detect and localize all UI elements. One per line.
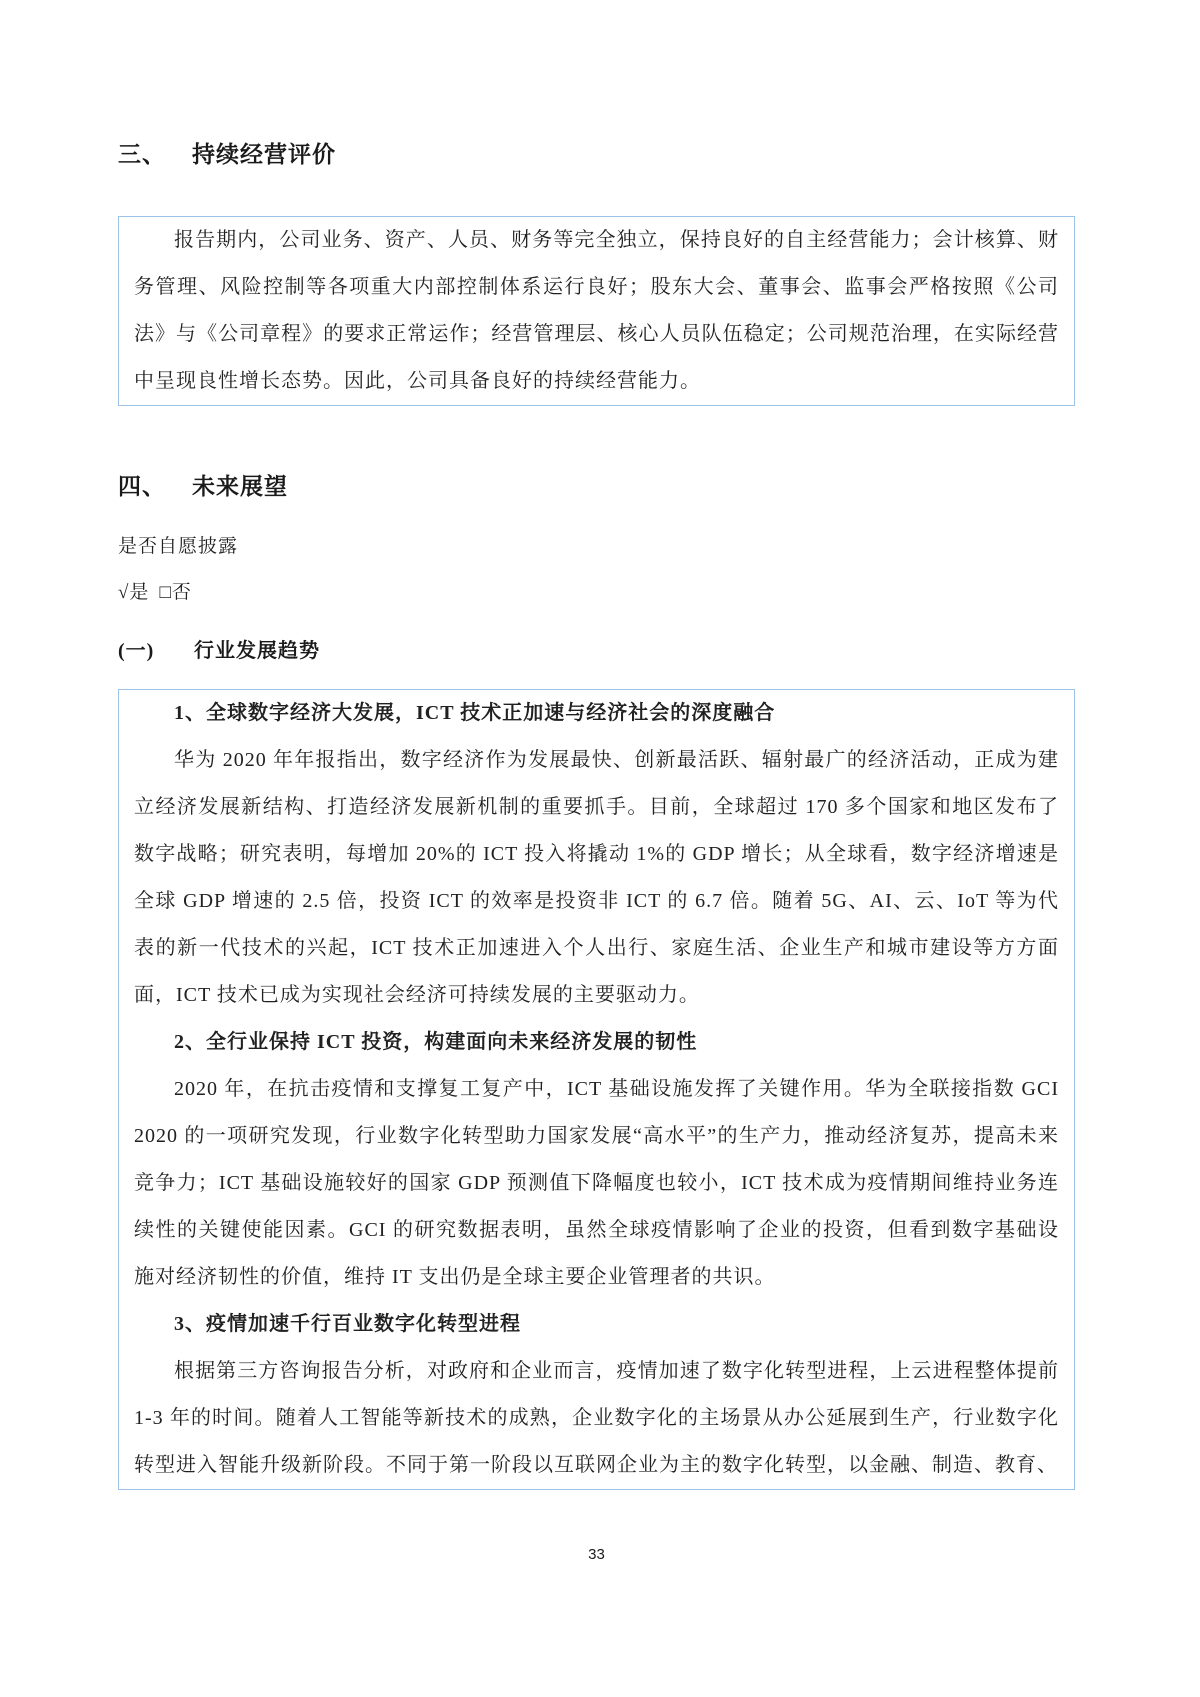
trend-topic-1-paragraph: 华为 2020 年年报指出，数字经济作为发展最快、创新最活跃、辐射最广的经济活动，正成为建立经济发展新结构、打造经济发展新机制的重要抓手。目前，全球超过 170 多个国家和地区发布了数字战略；研究表明，每增加 20%的 ICT 投入将撬动 1%的 GDP 增长；从全球看，数字经济增速是全球 GDP 增速的 2.5 倍，投资 ICT 的效率是投资非 ICT 的 6.7 倍。随着 5G、AI、云、IoT 等为代表的新一代技术的兴起，ICT 技术正加速进入个人出行、家庭生活、企业生产和城市建设等方方面面，ICT 技术已成为实现社会经济可持续发展的主要驱动力。 — [134, 749, 1059, 1006]
subsection-title: 行业发展趋势 — [194, 640, 320, 662]
section-heading-outlook — [118, 472, 1075, 502]
checkbox-no-unchecked: □否 — [159, 582, 192, 603]
section-number: 四、 — [118, 474, 166, 499]
checkbox-yes-checked: √是 — [118, 582, 150, 603]
going-concern-box — [118, 216, 1075, 406]
going-concern-paragraph: 报告期内，公司业务、资产、人员、财务等完全独立，保持良好的自主经营能力；会计核算、财务管理、风险控制等各项重大内部控制体系运行良好；股东大会、董事会、监事会严格按照《公司法》与《公司章程》的要求正常运作；经营管理层、核心人员队伍稳定；公司规范治理，在实际经营中呈现良性增长态势。因此，公司具备良好的持续经营能力。 — [134, 229, 1059, 392]
section-number: 三、 — [118, 142, 166, 167]
trend-topic-2-heading: 2、全行业保持 ICT 投资，构建面向未来经济发展的韧性 — [174, 1031, 698, 1053]
trend-topic-1-heading: 1、全球数字经济大发展，ICT 技术正加速与经济社会的深度融合 — [174, 702, 776, 724]
section-title: 持续经营评价 — [192, 142, 336, 167]
industry-trends-box — [118, 689, 1075, 1490]
subsection-heading-industry-trends — [118, 638, 1075, 664]
disclosure-answer — [118, 580, 1075, 606]
trend-topic-3-paragraph: 根据第三方咨询报告分析，对政府和企业而言，疫情加速了数字化转型进程，上云进程整体提前 1-3 年的时间。随着人工智能等新技术的成熟，企业数字化的主场景从办公延展到生产，行业数字化转型进入智能升级新阶段。不同于第一阶段以互联网企业为主的数字化转型，以金融、制造、教育、 — [134, 1360, 1059, 1476]
disclosure-question: 是否自愿披露 — [118, 536, 239, 557]
page-number: 33 — [588, 1546, 605, 1563]
trend-topic-2-paragraph: 2020 年，在抗击疫情和支撑复工复产中，ICT 基础设施发挥了关键作用。华为全联接指数 GCI 2020 的一项研究发现，行业数字化转型助力国家发展“高水平”的生产力，推动经济复苏，提高未来竞争力；ICT 基础设施较好的国家 GDP 预测值下降幅度也较小，ICT 技术成为疫情期间维持业务连续性的关键使能因素。GCI 的研究数据表明，虽然全球疫情影响了企业的投资，但看到数字基础设施对经济韧性的价值，维持 IT 支出仍是全球主要企业管理者的共识。 — [134, 1078, 1059, 1288]
section-title: 未来展望 — [192, 474, 288, 499]
section-heading-going-concern — [118, 140, 1075, 170]
subsection-number: (一) — [118, 640, 155, 662]
trend-topic-3-heading: 3、疫情加速千行百业数字化转型进程 — [174, 1313, 521, 1335]
